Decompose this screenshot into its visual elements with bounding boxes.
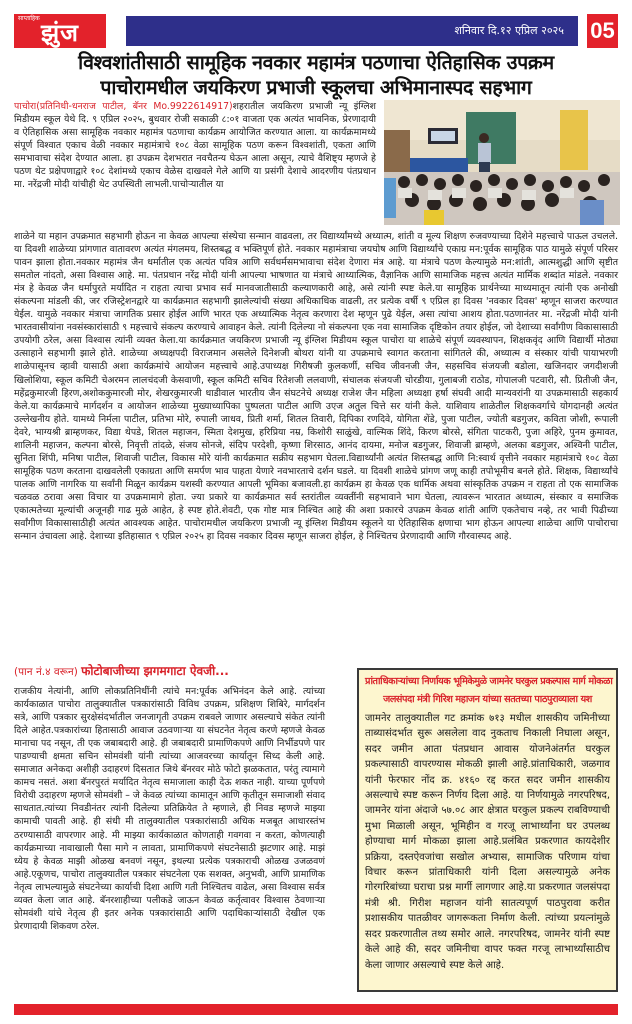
issue-date: शनिवार दि.१२ एप्रिल २०२५ xyxy=(454,24,564,37)
byline: पाचोरा(प्रतिनिधी-धनराज पाटील, बॅनर Mo.9922614917) xyxy=(14,101,233,112)
article2-title: फोटोबाजीच्या झगमगाटा ऐवजी... xyxy=(81,664,229,678)
box-headline-2: जलसंपदा मंत्री गिरिश महाजन यांच्या सततच्या पाठपुराव्याला यश xyxy=(383,694,592,705)
logo-name: झुंज xyxy=(41,19,79,47)
news-box xyxy=(357,668,618,992)
classroom-photo xyxy=(384,100,620,225)
article2-body: राजकीय नेत्यांनी, आणि लोकप्रतिनिधींनी त्यांचे मन:पूर्वक अभिनंदन केले आहे. त्यांच्या कार्यकाळात पाचोरा तालुक्यातील पत्रकारांसाठी विविध उपक्रम, प्रशिक्षण शिबिरे, मार्गदर्शन सत्रे, आणि पत्रकार सुरक्षेसंदर्भातील जनजागृती उपक्रम राबवले जाणार असल्याचे संकेत त्यांनी दिले आहेत.पत्रकारांच्या हितासाठी आवाज उठवणाऱ्या या संघटनेत नेतृत्व करणे म्हणजे केवळ मानाचा पद नसून, ती एक जबाबदारी आहे. ही जबाबदारी प्रामाणिकपणे आणि निर्भीडपणे पार पाडण्याची क्षमता सचिन सोमवंशी यांनी त्यांच्या आजवरच्या कार्यातून सिध्द केली आहे. समाजात अनेकदा अशीही उदाहरणं दिसतात जिथे बॅनरवर मोठे फोटो झळकतात, परंतु त्यामागे कामच नसतं. अशा बॅनरपुरतं मर्यादित नेतृत्व समाजाला काही देऊ शकत नाही. याच्या पूर्णपणे विरोधी उदाहरण म्हणजे सोमवंशी – जे केवळ त्यांच्या कामातून आणि कृतीतून समाजाशी संवाद साधतात.त्यांच्या निवडीनंतर त्यांनी दिलेल्या प्रतिक्रियेत ते म्हणाले, ही निवड म्हणजे माझ्या कामाची पावती आहे. ही संधी मी तालुक्यातील पत्रकारांसाठी अधिक मजबूत आधारस्तंभ ठरण्यासाठी वापरणार आहे. मी माझ्या कार्यकाळात कोणताही गवगवा न करता, कोणत्याही कार्यक्रमाच्या नावाखाली पैसा मागे न लावता, प्रामाणिकपणे संघटनेसाठी झटणार आहे. माझं ध्येय हे केवळ माझी ओळख बनवणं नसून, इथल्या प्रत्येक पत्रकाराची ओळख उजळवणं आहे.एकूणच, पाचोरा तालुक्यातील पत्रकार संघटनेला एक सशक्त, अनुभवी, आणि प्रामाणिक नेतृत्व लाभल्यामुळे संघटनेच्या कार्याची दिशा आणि गती निश्चितच वाढेल, असा विश्वास सर्वत्र व्यक्त केला जात आहे. बॅनरशाहीच्या पलीकडे जाऊन केवळ कर्तृत्वावर विश्वास ठेवणाऱ्या सोमवंशी यांचे नेतृत्व ही इतर अनेक पत्रकारांसाठी आणि पदाधिकाऱ्यांसाठी देखील एक प्रेरणादायी शिकवण ठरेल. xyxy=(14,686,325,932)
headline-main: विश्वशांतीसाठी सामूहिक नवकार महामंत्र पठणाचा ऐतिहासिक उपक्रम xyxy=(78,51,554,74)
header-bar xyxy=(126,16,578,46)
logo-tagline: साप्ताहिक xyxy=(18,15,40,22)
newspaper-logo xyxy=(14,14,106,48)
continued-from: (पान नं.४ वरून) xyxy=(14,666,78,678)
page-number: 05 xyxy=(587,14,618,48)
article2-heading xyxy=(14,663,229,680)
masthead xyxy=(14,14,618,48)
headline-sub: पाचोरामधील जयकिरण प्रभाजी स्कूलचा अभिमानास्पद सहभाग xyxy=(100,76,532,99)
classroom-photo-icon xyxy=(384,100,620,225)
box-body: जामनेर तालुक्यातील गट क्रमांक ७१३ मधील शासकीय जमिनीच्या ताब्यासंदर्भात सुरू असलेला वाद नुकताच निकाली निघाला असून, सदर जमीन आता पंतप्रधान आवास योजनेअंतर्गत घरकुल प्रकल्पासाठी वापरण्यास मोकळी झाली आहे.प्रांताधिकारी, जळगाव यांनी फेरफार नोंद क्र. ४१६० रद्द करत सदर जमीन शासकीय असल्याचे स्पष्ट करून निर्णय दिला आहे. या निर्णयामुळे नगरपरिषद, जामनेर यांना अंदाजे ५७.०८ आर क्षेत्रात घरकुल प्रकल्प राबविण्याची मुभा मिळाली असून, भूमिहीन व गरजू लाभार्थ्यांना घर उपलब्ध होण्याचा मार्ग मोकळा झाला आहे.प्रलंबित प्रकरणात कायदेशीर प्रक्रिया, दस्तऐवजांचा सखोल अभ्यास, सामाजिक परिणाम यांचा विचार करून प्रांताधिकारी यांनी दिला असल्यामुळे अनेक गोरगरिबांच्या घराचा प्रश्न मार्गी लागणार आहे.या प्रकरणात जलसंपदा मंत्री श्री. गिरीश महाजन यांनी सातत्यपूर्ण पाठपुरावा करीत प्रशासकीय पातळीवर जागरूकता निर्माण केली. त्यांच्या प्रयत्नांमुळे सदर प्रकरणातील तथ्य समोर आले. नगरपरिषद, जामनेर यांनी स्पष्ट केले आहे की, सदर जमिनीचा वापर फक्त गरजू लाभार्थ्यांसाठीच केला जाणार असल्याचे स्पष्ट केले आहे. xyxy=(365,713,610,971)
article-body: शाळेने या महान उपक्रमात सहभागी होऊन ना केवळ आपल्या संस्थेचा सन्मान वाढवला, तर विद्यार्थ्यांमध्ये अध्यात्म, शांती व मूल्य शिक्षण रुजवण्याच्या दिशेने महत्त्वाचे पाऊल उचलले. या दिवशी शाळेच्या प्रांगणात वातावरण अत्यंत मंगलमय, शिस्तबद्ध व भक्तिपूर्ण होते. नवकार महामंत्राचा जयघोष आणि विद्यार्थ्यांचे एकाग्र मन:पूर्वक सामूहिक पाठ यामुळे संपूर्ण परिसर पावन झाला होता.नवकार महामंत्र जैन धर्मातील एक अत्यंत पवित्र आणि सर्वधर्मसमभावाचा संदेश देणारा मंत्र आहे. या मंत्राचे पठण केल्यामुळे मन:शांती, आत्मशुद्धी आणि सृष्टीत समतोल नांदतो, असा विश्वास आहे. मा. पंतप्रधान नरेंद्र मोदी यांनी आपल्या भाषणात या मंत्राचे आध्यात्मिक, वैज्ञानिक आणि सामाजिक महत्त्व अत्यंत मार्मिक शब्दांत मांडले. नवकार मंत्र हे केवळ जैन धर्मापुरते मर्यादित न राहता त्याचा प्रभाव सर्व मानवजातीसाठी कल्याणकारी आहे, असे त्यांनी स्पष्ट केले.या सामूहिक प्रार्थनेच्या माध्यमातून त्यांनी एक अनोखी संकल्पना मांडली की, जर रजिस्ट्रेशनद्वारे या कार्यक्रमात सहभागी झालेल्यांची संख्या अधिकाधिक वाढली, तर प्रत्येक वर्षी ९ एप्रिल हा दिवस 'नवकार दिवस' म्हणून साजरा करण्यात येईल. यामुळे नवकार मंत्राचा जागतिक प्रसार होईल आणि भारत एक अध्यात्मिक नेतृत्व करणारा देश म्हणून पुढे येईल, असा त्यांचा आशय होता.पठणानंतर मा. नरेंद्रजी मोदी यांनी भारतवासीयांना नवसंस्कारांसाठी ९ महत्त्वाचे संकल्प करण्याचे आवाहन केले. त्यांनी दिलेल्या नो संकल्पना एक नवा सामाजिक दृष्टिकोन तयार होईल, जो देशाच्या सर्वांगीण विकासासाठी उपयोगी ठरेल, असा विश्वास त्यांनी व्यक्त केला.या कार्यक्रमात जयकिरण प्रभाजी न्यू इंग्लिश मिडीयम स्कूल पाचोरा या शाळेचे संपूर्ण व्यवस्थापन, शिक्षकवृंद आणि विद्यार्थी मोठ्या उत्साहाने सहभागी झाले होते. शाळेच्या अध्यक्षपदी विराजमान असलेले दिनेशजी बोथरा यांनी या उपक्रमाचे स्वागत करताना सांगितले की, अध्यात्म व संस्कार यांची पायाभरणी शाळेपासूनच व्हावी यासाठी अशा कार्यक्रमांचे आयोजन महत्त्वाचे आहे.उपाध्यक्ष गिरीषजी कुलकर्णी, सचिव जीवनजी जैन, सहसचिव संजयजी बडोला, खजिनदार जगदीशजी खिलोशिया, स्कूल कमिटी चेअरमन लालचंदजी केसवाणी, स्कूल कमिटी सचिव रितेशजी ललवाणी, संचालक संजयजी चोरडीया, गुलाबजी राठोड, गोपालजी पटवारी, सौ. प्रितीजी जैन, महेंद्रकुमारजी हिरण,अशोककुमारजी मोर, शेखरकुमारजी धाडीवाल भारतीय जैन संघटनेचे अध्यक्ष राजेश जैन महिला अध्यक्षा हर्षा संघवी आदी मान्यवरांनी या उपक्रमासाठी सहकार्य केले.या कार्यक्रमाचे मार्गदर्शन व आयोजन शाळेच्या मुख्याध्यापिका पुष्पलता पाटील आणि उएज अतुल चित्ते सर यांनी केले. याशिवाय शाळेतील शिक्षकवर्गाचे योगदानही अत्यंत उल्लेखनीय होते. यामध्ये निर्मला पाटील, प्रतिभा मोरे, रुपाली जाधव, प्रिती शर्मा, शितल तिवारी, दिपिका रणदिवे, योगिता शेंडे, पुजा पाटील, ज्योती बडगुजर, कविता जोशी, रूपाली देवरे, भाग्यश्री ब्राम्हणकर, विद्या थेपडे, शितल महाजन, स्मिता देशमुख, हरिप्रिया नम्र, किशोरी साळुंखे, वाल्मिक शिंदे, किरण बोरसे, संगिता पाटकरी, पुजा अहिरे, पुनम कुमावत, शालिनी महाजन, कल्पना बोरसे, निवृत्ती तांदळे, संजय सोनजे, संदिप परदेशी, कृष्णा शिरसाठ, आनंद दायमा, मनोज बडगुजर, शिवाजी ब्राम्हणे, अलका बडगुजर, अश्विनी पाटील, सुनिता शिंपी, मनिषा पाटील, शिवाजी पाटील, विकास मोरे यांनी कार्यक्रमात सक्रीय सहभाग घेतला.विद्यार्थ्यांनी अत्यंत शिस्तबद्ध आणि नि:स्वार्थ वृत्तीने नवकार महामंत्राचे १०८ वेळा सामूहिक पठण करताना दाखवलेली एकाग्रता आणि समर्पण भाव पाहता येणारे नवभारताचे दर्शन घडले. या दिवशी शाळेचे प्रांगण जणू काही तपोभूमीच बनले होते. शिक्षक, विद्यार्थ्यांचे पालक आणि नागरिक या सर्वांनी मिळून कार्यक्रम यशस्वी करण्यात आपली भूमिका बजावली.हा कार्यक्रम हा केवळ एक धार्मिक अथवा सांस्कृतिक उपक्रम न राहता तो एक सामाजिक चळवळ ठरावा असा विचार या उपक्रमामागे होता. ज्या प्रकारे या कार्यक्रमात सर्व स्तरांतील व्यक्तींनी सहभावाने भाग घेतला, त्यावरून भारतात अध्यात्म, संस्कार व समाजिक एकात्मतेच्या मूल्यांची अजूनही गाढ मुळे आहेत, हे स्पष्ट होते.शेवटी, एक गोष्ट मात्र निश्चित आहे की अशा प्रकारचे उपक्रम केवळ शांती आणि एकतेचाच नव्हे, तर भावी पिढीच्या सर्वांगीण विकासासाठीही अत्यंत आवश्यक आहेत. पाचोरामधील जयकिरण प्रभाजी न्यू इंग्लिश मिडीयम स्कूलने या ऐतिहासिक क्षणाचा भाग होऊन आपल्या शाळेचा आणि पाचोराचा सन्मान उंचावला आहे. देशाच्या इतिहासात ९ एप्रिल २०२५ हा दिवस नवकार दिवस म्हणून साजरा होईल, हे निश्चितच प्रेरणादायी आणि गौरवास्पद आहे. xyxy=(14,231,618,543)
article-lead xyxy=(14,100,376,191)
footer-divider xyxy=(14,1004,618,1015)
lead-text: शहरातील जयकिरण प्रभाजी न्यू इंग्लिश मिडीयम स्कूल येथे दि. ९ एप्रिल २०२५, बुधवार रोजी सकाळी ८:०१ वाजता एक अत्यंत भावनिक, प्रेरणादायी व ऐतिहासिक असा सामूहिक नवकार महामंत्र पठणाचा कार्यक्रम आयोजित करण्यात आला. या कार्यक्रमामध्ये संपूर्ण विश्वात एकाच वेळी नवकार महामंत्राचे १०८ वेळा सामूहिक पठण करून विश्वशांती, एकता आणि समभावाचा संदेश देण्यात आला. हा उपक्रम देशभरात नवचैतन्य घेऊन आला असून, त्याचे वैशिष्ट्य म्हणजे हे पठण थेट प्रक्षेपणाद्वारे १०८ देशांमध्ये एकाच वेळेस दाखवले गेले आणि या प्रसंगी देशाचे आदरणीय पंतप्रधान मा. नरेंद्रजी मोदी यांचीही थेट उपस्थिती लाभली.पाचोऱ्यातील या xyxy=(14,101,376,191)
box-headline-1: प्रांताधिकाऱ्यांच्या निर्णायक भूमिकेमुळे जामनेर घरकुल प्रकल्पास मार्ग मोकळा xyxy=(365,676,613,687)
